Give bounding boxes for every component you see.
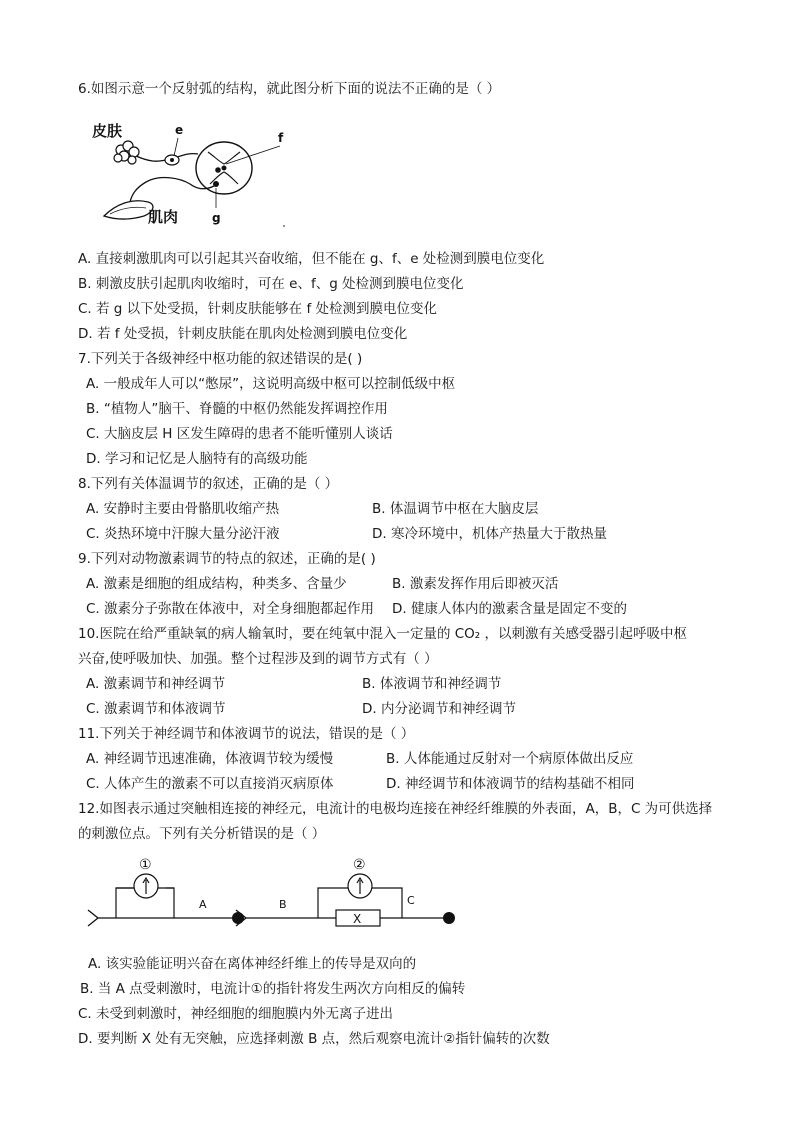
q6-option-a: A. 直接刺激肌肉可以引起其兴奋收缩，但不能在 g、f、e 处检测到膜电位变化 bbox=[78, 251, 545, 267]
q7-stem: 7.下列关于各级神经中枢功能的叙述错误的是( ) bbox=[78, 351, 363, 367]
q12-option-b: B. 当 A 点受刺激时，电流计①的指针将发生两次方向相反的偏转 bbox=[80, 981, 466, 997]
q6-stem: 6.如图示意一个反射弧的结构，就此图分析下面的说法不正确的是（ ） bbox=[78, 81, 501, 97]
muscle bbox=[104, 201, 153, 219]
q8-option-c: C. 炎热环境中汗腺大量分泌汗液 bbox=[86, 526, 280, 542]
q12-stem-line2: 的刺激位点。下列有关分析错误的是（ ） bbox=[78, 826, 326, 842]
q12-stem-line1: 12.如图表示通过突触相连接的神经元，电流计的电极均连接在神经纤维膜的外表面，A，B，C 为可供选择 bbox=[78, 801, 713, 817]
q10-option-b: B. 体液调节和神经调节 bbox=[362, 676, 502, 692]
q11-stem: 11.下列关于神经调节和体液调节的说法，错误的是（ ） bbox=[78, 726, 415, 742]
q9-stem: 9.下列对动物激素调节的特点的叙述，正确的是( ) bbox=[78, 551, 376, 567]
q11-option-b: B. 人体能通过反射对一个病原体做出反应 bbox=[386, 751, 634, 767]
q10-option-c: C. 激素调节和体液调节 bbox=[86, 701, 226, 717]
fig-label-f: f bbox=[278, 131, 284, 145]
q11-option-c: C. 人体产生的激素不可以直接消灭病原体 bbox=[86, 776, 334, 792]
q6-option-b: B. 刺激皮肤引起肌肉收缩时，可在 e、f、g 处检测到膜电位变化 bbox=[78, 276, 464, 292]
q12-option-c: C. 未受到刺激时，神经细胞的细胞膜内外无离子进出 bbox=[78, 1006, 394, 1022]
q10-stem-line1: 10.医院在给严重缺氧的病人输氧时，要在纯氧中混入一定量的 CO₂ ，以刺激有关感受器引起呼吸中枢 bbox=[78, 626, 688, 642]
q11-option-a: A. 神经调节迅速准确，体液调节较为缓慢 bbox=[86, 751, 334, 767]
q12-option-a: A. 该实验能证明兴奋在离体神经纤维上的传导是双向的 bbox=[88, 956, 417, 972]
skin-receptor bbox=[114, 141, 139, 164]
right-axon-terminal bbox=[443, 912, 455, 924]
point-c-label: C bbox=[407, 894, 415, 907]
q7-option-b: B. “植物人”脑干、脊髓的中枢仍然能发挥调控作用 bbox=[86, 401, 388, 417]
q9-option-c: C. 激素分子弥散在体液中，对全身细胞都起作用 bbox=[86, 601, 375, 617]
x-label: X bbox=[353, 912, 362, 926]
point-a-label: A bbox=[199, 898, 207, 911]
q7-option-a: A. 一般成年人可以“憋尿”，这说明高级中枢可以控制低级中枢 bbox=[86, 376, 456, 392]
q8-option-b: B. 体温调节中枢在大脑皮层 bbox=[372, 501, 539, 517]
q6-option-c: C. 若 g 以下处受损，针刺皮肤能够在 f 处检测到膜电位变化 bbox=[78, 301, 437, 317]
q6-option-d: D. 若 f 处受损，针刺皮肤能在肌肉处检测到膜电位变化 bbox=[78, 326, 408, 342]
q9-option-d: D. 健康人体内的激素含量是固定不变的 bbox=[392, 601, 627, 617]
meter2-label: ② bbox=[353, 857, 366, 873]
left-axon-terminal bbox=[232, 912, 244, 924]
q9-option-b: B. 激素发挥作用后即被灭活 bbox=[392, 576, 559, 592]
fig-label-skin: 皮肤 bbox=[92, 122, 123, 140]
spinal-cord bbox=[196, 142, 252, 194]
q10-stem-line2: 兴奋,使呼吸加快、加强。整个过程涉及到的调节方式有（ ） bbox=[78, 651, 438, 667]
q10-option-d: D. 内分泌调节和神经调节 bbox=[362, 701, 516, 717]
q8-option-d: D. 寒冷环境中，机体产热量大于散热量 bbox=[372, 526, 607, 542]
q10-option-a: A. 激素调节和神经调节 bbox=[86, 676, 226, 692]
fig-label-muscle: 肌肉 bbox=[148, 208, 179, 226]
q7-option-c: C. 大脑皮层 H 区发生障碍的患者不能听懂别人谈话 bbox=[86, 426, 393, 442]
left-neuron bbox=[88, 910, 232, 926]
meter1-label: ① bbox=[139, 857, 152, 873]
fig-label-e: e bbox=[175, 123, 184, 137]
point-b-label: B bbox=[279, 898, 287, 911]
neuron-galvanometer-figure bbox=[86, 856, 466, 936]
q12-option-d: D. 要判断 X 处有无突触，应选择刺激 B 点，然后观察电流计②指针偏转的次数 bbox=[78, 1031, 550, 1047]
q11-option-d: D. 神经调节和体液调节的结构基础不相同 bbox=[386, 776, 635, 792]
fig-label-g: g bbox=[212, 211, 221, 225]
q7-option-d: D. 学习和记忆是人脑特有的高级功能 bbox=[86, 451, 308, 467]
q9-option-a: A. 激素是细胞的组成结构，种类多、含量少 bbox=[86, 576, 347, 592]
q8-option-a: A. 安静时主要由骨骼肌收缩产热 bbox=[86, 501, 280, 517]
q8-stem: 8.下列有关体温调节的叙述，正确的是（ ） bbox=[78, 476, 339, 492]
reflex-arc-figure bbox=[90, 112, 290, 230]
